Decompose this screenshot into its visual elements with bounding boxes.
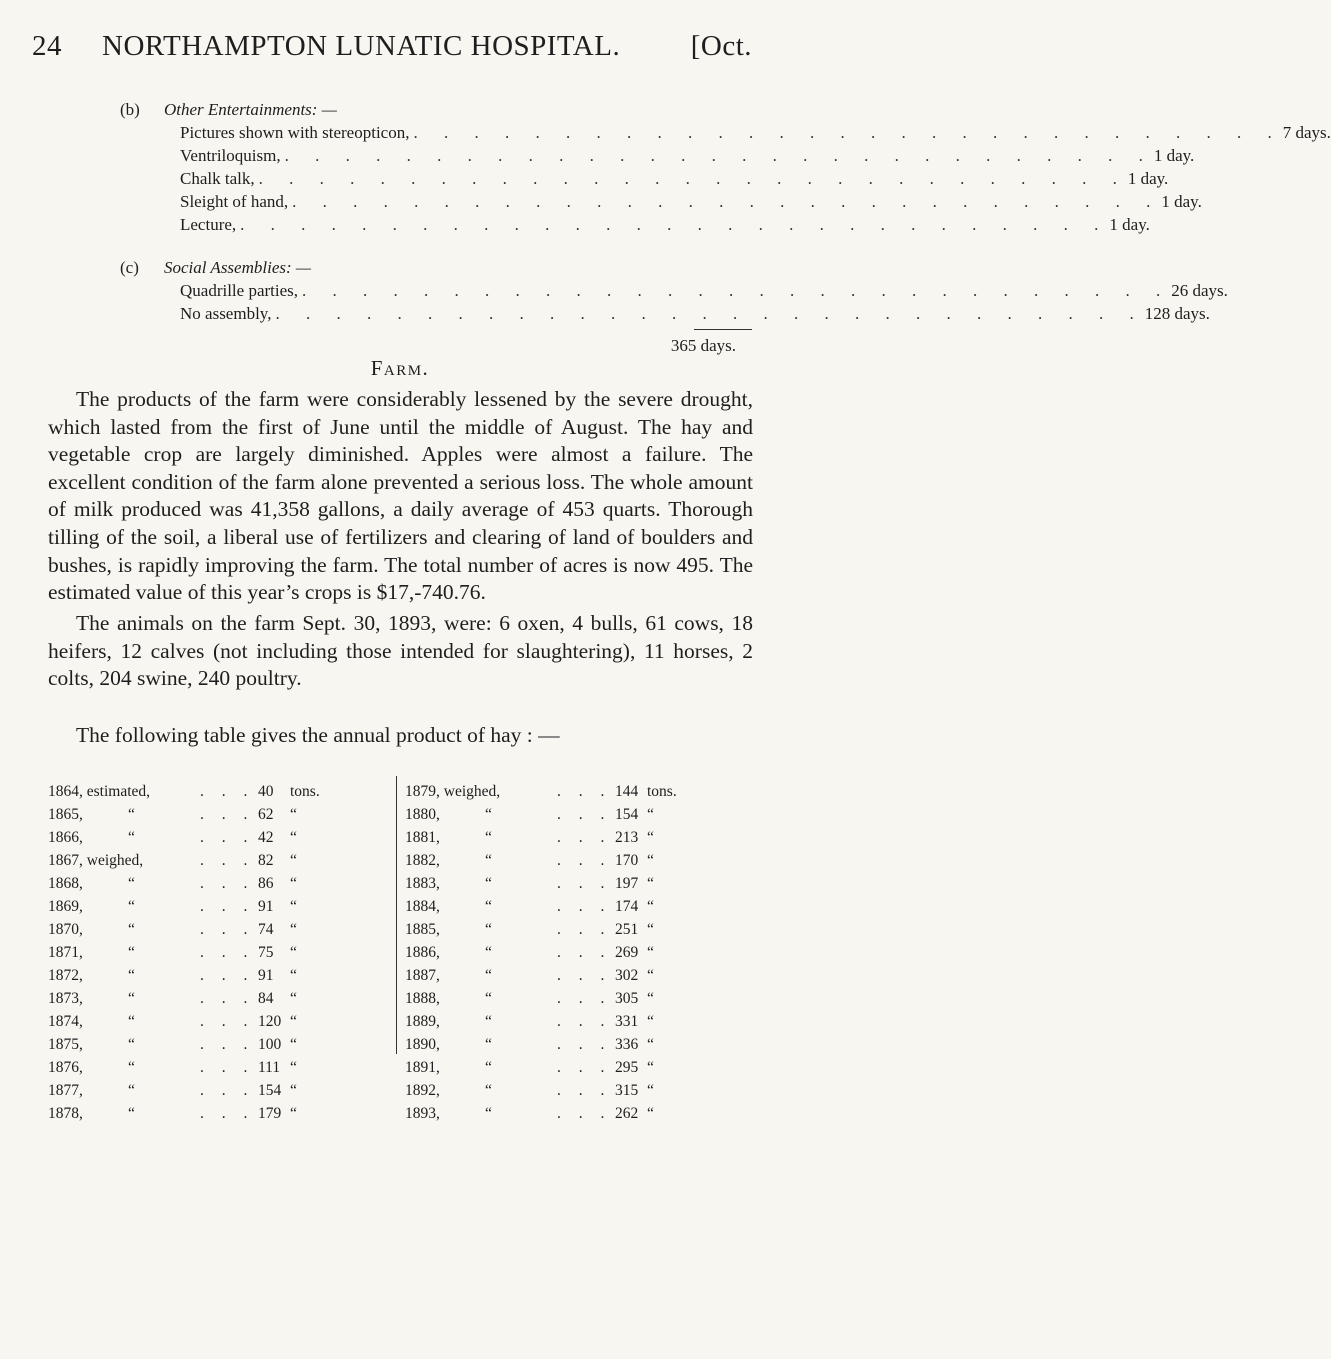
hay-unit: “ [647, 1059, 654, 1076]
hay-year: 1869, [48, 898, 83, 915]
hay-unit: tons. [647, 783, 677, 800]
leader-dots: . . . [557, 967, 612, 984]
hay-unit: “ [290, 1036, 297, 1053]
hay-unit: “ [647, 898, 654, 915]
farm-paragraph-hay-intro: The following table gives the annual product of hay : — [76, 723, 560, 747]
leader-dots: . . . . . . . . . . . . . . . . . . . . . . . . . . . . . [240, 215, 1110, 234]
leader-dots: . . . [557, 921, 612, 938]
hay-year: 1880, [405, 806, 440, 823]
hay-table-row [405, 872, 735, 895]
ditto-mark: “ [485, 990, 492, 1007]
leader-dots: . . . [557, 944, 612, 961]
hay-table-row [48, 780, 378, 803]
hay-unit: “ [290, 967, 297, 984]
hay-unit: “ [290, 829, 297, 846]
hay-year: 1892, [405, 1082, 440, 1099]
leader-dots: . . . [200, 1105, 255, 1122]
hay-amount: 251 [615, 921, 639, 938]
leader-dots: . . . [200, 875, 255, 892]
hay-table-row [405, 918, 735, 941]
hay-table-left-column [48, 780, 378, 1125]
leader-dots: . . . . . . . . . . . . . . . . . . . . . . . . . . . . . [292, 192, 1162, 211]
hay-unit: “ [647, 1082, 654, 1099]
hay-table-row [48, 872, 378, 895]
entertainment-row [180, 146, 1195, 168]
hay-year: 1878, [48, 1105, 83, 1122]
hay-amount: 120 [258, 1013, 282, 1030]
hay-amount: 336 [615, 1036, 639, 1053]
hay-table-row [405, 1010, 735, 1033]
assembly-label: No assembly, [180, 304, 272, 323]
leader-dots: . . . [200, 783, 255, 800]
entertainment-value: 1 day. [1161, 192, 1202, 211]
ditto-mark: “ [485, 875, 492, 892]
hay-table-row [48, 918, 378, 941]
leader-dots: . . . [200, 806, 255, 823]
hay-amount: 179 [258, 1105, 282, 1122]
ditto-mark: “ [485, 1013, 492, 1030]
hay-year: 1884, [405, 898, 440, 915]
hay-year: 1870, [48, 921, 83, 938]
leader-dots: . . . . . . . . . . . . . . . . . . . . . . . . . . . . . [413, 123, 1283, 142]
hay-unit: “ [290, 990, 297, 1007]
ditto-mark: “ [128, 1036, 135, 1053]
hay-table-row [405, 1102, 735, 1125]
leader-dots: . . . [200, 898, 255, 915]
running-header [32, 20, 752, 70]
hay-amount: 144 [615, 783, 639, 800]
hay-table-row [48, 1102, 378, 1125]
entertainment-value: 1 day. [1127, 169, 1169, 188]
entertainment-label: Ventriloquism, [180, 146, 281, 165]
leader-dots: . . . [557, 875, 612, 892]
ditto-mark: “ [485, 806, 492, 823]
hay-unit: “ [290, 944, 297, 961]
hay-amount: 111 [258, 1059, 281, 1076]
hay-year: 1872, [48, 967, 83, 984]
hay-unit: “ [290, 875, 297, 892]
hay-table-row [405, 780, 735, 803]
hay-year: 1871, [48, 944, 83, 961]
hay-year: 1885, [405, 921, 440, 938]
hay-table-row [405, 803, 735, 826]
hay-unit: “ [647, 921, 654, 938]
entertainment-label: Pictures shown with stereopticon, [180, 123, 410, 142]
hay-unit: “ [290, 806, 297, 823]
entertainment-value: 7 days. [1282, 123, 1331, 142]
leader-dots: . . . [557, 806, 612, 823]
leader-dots: . . . [200, 852, 255, 869]
entertainments-heading [120, 100, 337, 120]
hay-amount: 197 [615, 875, 639, 892]
hay-table-row [405, 964, 735, 987]
hay-unit: “ [290, 1059, 297, 1076]
leader-dots: . . . . . . . . . . . . . . . . . . . . . . . . . . . . . [275, 304, 1145, 323]
hay-year: 1868, [48, 875, 83, 892]
hay-table-row [48, 849, 378, 872]
entertainment-row [180, 192, 1202, 214]
hay-amount: 91 [258, 967, 274, 984]
leader-dots: . . . [200, 967, 255, 984]
ditto-mark: “ [485, 829, 492, 846]
hay-unit: “ [647, 829, 654, 846]
hay-amount: 170 [615, 852, 639, 869]
ditto-mark: “ [128, 875, 135, 892]
leader-dots: . . . [557, 898, 612, 915]
hay-unit: “ [290, 1105, 297, 1122]
hay-year: 1887, [405, 967, 440, 984]
hay-amount: 295 [615, 1059, 639, 1076]
hay-amount: 154 [258, 1082, 282, 1099]
hay-year: 1866, [48, 829, 83, 846]
hay-unit: “ [647, 875, 654, 892]
hay-year: 1881, [405, 829, 440, 846]
hay-year: 1882, [405, 852, 440, 869]
hay-amount: 305 [615, 990, 639, 1007]
entertainment-row [180, 215, 1150, 237]
ditto-mark: “ [485, 967, 492, 984]
entertainment-label: Lecture, [180, 215, 237, 234]
hay-table-row [48, 1056, 378, 1079]
sum-rule [694, 329, 752, 330]
hay-unit: “ [647, 944, 654, 961]
hay-amount: 62 [258, 806, 274, 823]
assembly-row [180, 281, 1228, 303]
ditto-mark: “ [128, 1082, 135, 1099]
leader-dots: . . . [200, 990, 255, 1007]
ditto-mark: “ [128, 990, 135, 1007]
hay-amount: 40 [258, 783, 274, 800]
hay-year: 1883, [405, 875, 440, 892]
leader-dots: . . . [557, 852, 612, 869]
hay-year: 1873, [48, 990, 83, 1007]
hay-table-row [48, 987, 378, 1010]
ditto-mark: “ [485, 1082, 492, 1099]
ditto-mark: “ [128, 1013, 135, 1030]
hay-amount: 84 [258, 990, 274, 1007]
assemblies-total: 365 days. [670, 336, 736, 355]
hay-table-row [405, 849, 735, 872]
hay-table-row [405, 826, 735, 849]
entertainment-row [180, 169, 1169, 191]
hay-year: 1889, [405, 1013, 440, 1030]
ditto-mark: “ [485, 944, 492, 961]
assembly-row [180, 304, 1210, 326]
hay-unit: “ [647, 1105, 654, 1122]
hay-year: 1879, weighed, [405, 783, 501, 800]
leader-dots: . . . [557, 783, 612, 800]
ditto-mark: “ [128, 944, 135, 961]
hay-table-row [48, 941, 378, 964]
hay-amount: 75 [258, 944, 274, 961]
entertainment-value: 1 day. [1109, 215, 1150, 234]
hay-year: 1867, weighed, [48, 852, 144, 869]
ditto-mark: “ [128, 898, 135, 915]
assembly-label: Quadrille parties, [180, 281, 299, 300]
hay-unit: “ [647, 1036, 654, 1053]
ditto-mark: “ [485, 1036, 492, 1053]
assemblies-heading [120, 258, 311, 278]
hay-table-row [405, 1033, 735, 1056]
hay-amount: 82 [258, 852, 274, 869]
hay-table-right-column [405, 780, 735, 1125]
hay-table-row [48, 826, 378, 849]
hay-unit: “ [290, 1082, 297, 1099]
hay-amount: 154 [615, 806, 639, 823]
ditto-mark: “ [128, 1105, 135, 1122]
ditto-mark: “ [128, 806, 135, 823]
hay-amount: 86 [258, 875, 274, 892]
leader-dots: . . . . . . . . . . . . . . . . . . . . . . . . . . . . . [258, 169, 1128, 188]
hay-table-row [48, 803, 378, 826]
leader-dots: . . . . . . . . . . . . . . . . . . . . . . . . . . . . . [284, 146, 1154, 165]
hay-table-row [405, 987, 735, 1010]
leader-dots: . . . [557, 1036, 612, 1053]
hay-year: 1888, [405, 990, 440, 1007]
ditto-mark: “ [128, 967, 135, 984]
farm-heading: Farm. [370, 356, 430, 380]
hay-table-row [48, 1010, 378, 1033]
leader-dots: . . . [200, 944, 255, 961]
page-number: 24 [32, 30, 62, 62]
ditto-mark: “ [128, 921, 135, 938]
hay-unit: “ [647, 967, 654, 984]
hay-amount: 100 [258, 1036, 282, 1053]
leader-dots: . . . [200, 829, 255, 846]
farm-paragraph-produce: The products of the farm were considerably lessened by the severe drought, which lasted from the first of June until the middle of August. The hay and vegetable crop are largely diminished. Apples were almost a failure. The excellent condition of the farm alone prevented a serious loss. The whole amount of milk produced was 41,358 gallons, a daily average of 453 quarts. Thorough tilling of the soil, a liberal use of fertilizers and clearing of land of boulders and bushes, is rapidly improving the farm. The total number of acres is now 495. The estimated value of this year’s crops is $17,-740.76. [48, 387, 753, 605]
leader-dots: . . . [200, 1036, 255, 1053]
ditto-mark: “ [485, 1059, 492, 1076]
hay-year: 1865, [48, 806, 83, 823]
ditto-mark: “ [485, 898, 492, 915]
leader-dots: . . . [200, 1013, 255, 1030]
assembly-value: 128 days. [1144, 304, 1210, 323]
leader-dots: . . . [557, 1059, 612, 1076]
hay-unit: “ [647, 806, 654, 823]
hay-year: 1874, [48, 1013, 83, 1030]
hay-amount: 91 [258, 898, 274, 915]
section-title: Social Assemblies: — [164, 258, 312, 277]
hay-year: 1864, estimated, [48, 783, 151, 800]
hay-table-row [48, 1079, 378, 1102]
hay-unit: tons. [290, 783, 320, 800]
hay-unit: “ [290, 852, 297, 869]
hay-unit: “ [647, 990, 654, 1007]
hay-amount: 42 [258, 829, 274, 846]
leader-dots: . . . [200, 1082, 255, 1099]
ditto-mark: “ [128, 1059, 135, 1076]
hay-unit: “ [647, 1013, 654, 1030]
hay-year: 1875, [48, 1036, 83, 1053]
entertainment-label: Sleight of hand, [180, 192, 289, 211]
hay-year: 1891, [405, 1059, 440, 1076]
hay-year: 1893, [405, 1105, 440, 1122]
ditto-mark: “ [485, 852, 492, 869]
assembly-value: 26 days. [1171, 281, 1228, 300]
hay-table-row [48, 964, 378, 987]
hay-table-row [48, 1033, 378, 1056]
section-letter: (c) [120, 258, 139, 277]
page-title: NORTHAMPTON LUNATIC HOSPITAL. [102, 30, 621, 62]
farm-paragraph-animals: The animals on the farm Sept. 30, 1893, were: 6 oxen, 4 bulls, 61 cows, 18 heifers, 12 calves (not including those intended for slaughtering), 11 horses, 2 colts, 204 swine, 240 poultry. [48, 611, 753, 691]
hay-unit: “ [290, 921, 297, 938]
leader-dots: . . . [557, 1013, 612, 1030]
hay-year: 1877, [48, 1082, 83, 1099]
hay-year: 1890, [405, 1036, 440, 1053]
hay-amount: 302 [615, 967, 639, 984]
entertainment-row [180, 123, 1331, 145]
ditto-mark: “ [485, 1105, 492, 1122]
entertainment-label: Chalk talk, [180, 169, 255, 188]
ditto-mark: “ [128, 829, 135, 846]
hay-amount: 74 [258, 921, 274, 938]
hay-table-row [405, 895, 735, 918]
hay-amount: 315 [615, 1082, 639, 1099]
hay-table-row [48, 895, 378, 918]
hay-table-row [405, 941, 735, 964]
ditto-mark: “ [485, 921, 492, 938]
header-month: [Oct. [690, 30, 752, 62]
hay-table-row [405, 1079, 735, 1102]
leader-dots: . . . [557, 990, 612, 1007]
leader-dots: . . . [200, 921, 255, 938]
leader-dots: . . . [557, 829, 612, 846]
section-title: Other Entertainments: — [164, 100, 337, 119]
leader-dots: . . . [200, 1059, 255, 1076]
leader-dots: . . . . . . . . . . . . . . . . . . . . . . . . . . . . . [302, 281, 1172, 300]
hay-unit: “ [290, 898, 297, 915]
hay-unit: “ [290, 1013, 297, 1030]
hay-amount: 331 [615, 1013, 639, 1030]
leader-dots: . . . [557, 1105, 612, 1122]
entertainments-section [120, 100, 1331, 250]
hay-year: 1886, [405, 944, 440, 961]
section-letter: (b) [120, 100, 140, 119]
hay-year: 1876, [48, 1059, 83, 1076]
entertainment-value: 1 day. [1153, 146, 1195, 165]
hay-table-row [405, 1056, 735, 1079]
hay-amount: 174 [615, 898, 639, 915]
hay-amount: 269 [615, 944, 639, 961]
leader-dots: . . . [557, 1082, 612, 1099]
hay-amount: 213 [615, 829, 639, 846]
hay-amount: 262 [615, 1105, 639, 1122]
hay-unit: “ [647, 852, 654, 869]
